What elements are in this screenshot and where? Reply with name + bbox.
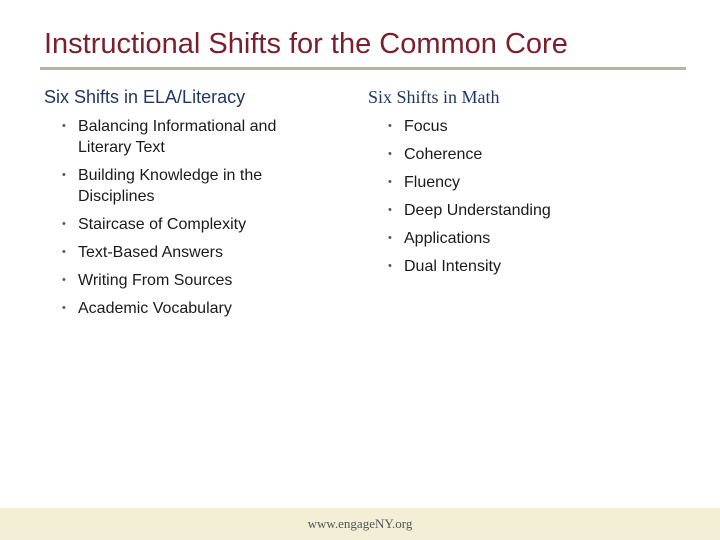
bullet-icon: • xyxy=(62,274,66,286)
list-item xyxy=(62,270,322,291)
footer-url[interactable]: www.engageNY.org xyxy=(307,516,413,531)
list-item xyxy=(62,165,322,207)
ela-item-label: Staircase of Complexity xyxy=(78,216,247,233)
bullet-icon: • xyxy=(62,120,66,132)
list-item xyxy=(62,242,322,263)
math-item-label: Dual Intensity xyxy=(404,258,501,275)
bullet-icon: • xyxy=(62,302,66,314)
ela-item-label: Balancing Informational and Literary Text xyxy=(78,118,277,156)
math-item-label: Deep Understanding xyxy=(404,202,551,219)
math-item-label: Focus xyxy=(404,118,448,135)
ela-item-label: Academic Vocabulary xyxy=(78,300,232,317)
list-item xyxy=(62,116,322,158)
bullet-icon: • xyxy=(388,260,392,272)
ela-heading: Six Shifts in ELA/Literacy xyxy=(44,87,246,107)
ela-item-label: Building Knowledge in the Disciplines xyxy=(78,167,263,205)
bullet-icon: • xyxy=(388,148,392,160)
math-list xyxy=(388,116,628,284)
list-item xyxy=(62,298,322,319)
math-item-label: Fluency xyxy=(404,174,461,191)
list-item xyxy=(388,144,628,165)
math-item-label: Applications xyxy=(404,230,491,247)
bullet-icon: • xyxy=(62,246,66,258)
bullet-icon: • xyxy=(62,218,66,230)
list-item xyxy=(388,228,628,249)
title-divider xyxy=(40,67,686,70)
list-item xyxy=(62,214,322,235)
ela-list xyxy=(62,116,322,326)
ela-item-label: Text-Based Answers xyxy=(78,244,223,261)
ela-item-label: Writing From Sources xyxy=(78,272,233,289)
bullet-icon: • xyxy=(62,169,66,181)
list-item xyxy=(388,256,628,277)
math-item-label: Coherence xyxy=(404,146,483,163)
math-heading: Six Shifts in Math xyxy=(368,87,500,107)
slide-title: Instructional Shifts for the Common Core xyxy=(44,28,568,60)
list-item xyxy=(388,116,628,137)
bullet-icon: • xyxy=(388,120,392,132)
list-item xyxy=(388,200,628,221)
list-item xyxy=(388,172,628,193)
bullet-icon: • xyxy=(388,204,392,216)
bullet-icon: • xyxy=(388,176,392,188)
footer-bar xyxy=(0,508,720,540)
bullet-icon: • xyxy=(388,232,392,244)
